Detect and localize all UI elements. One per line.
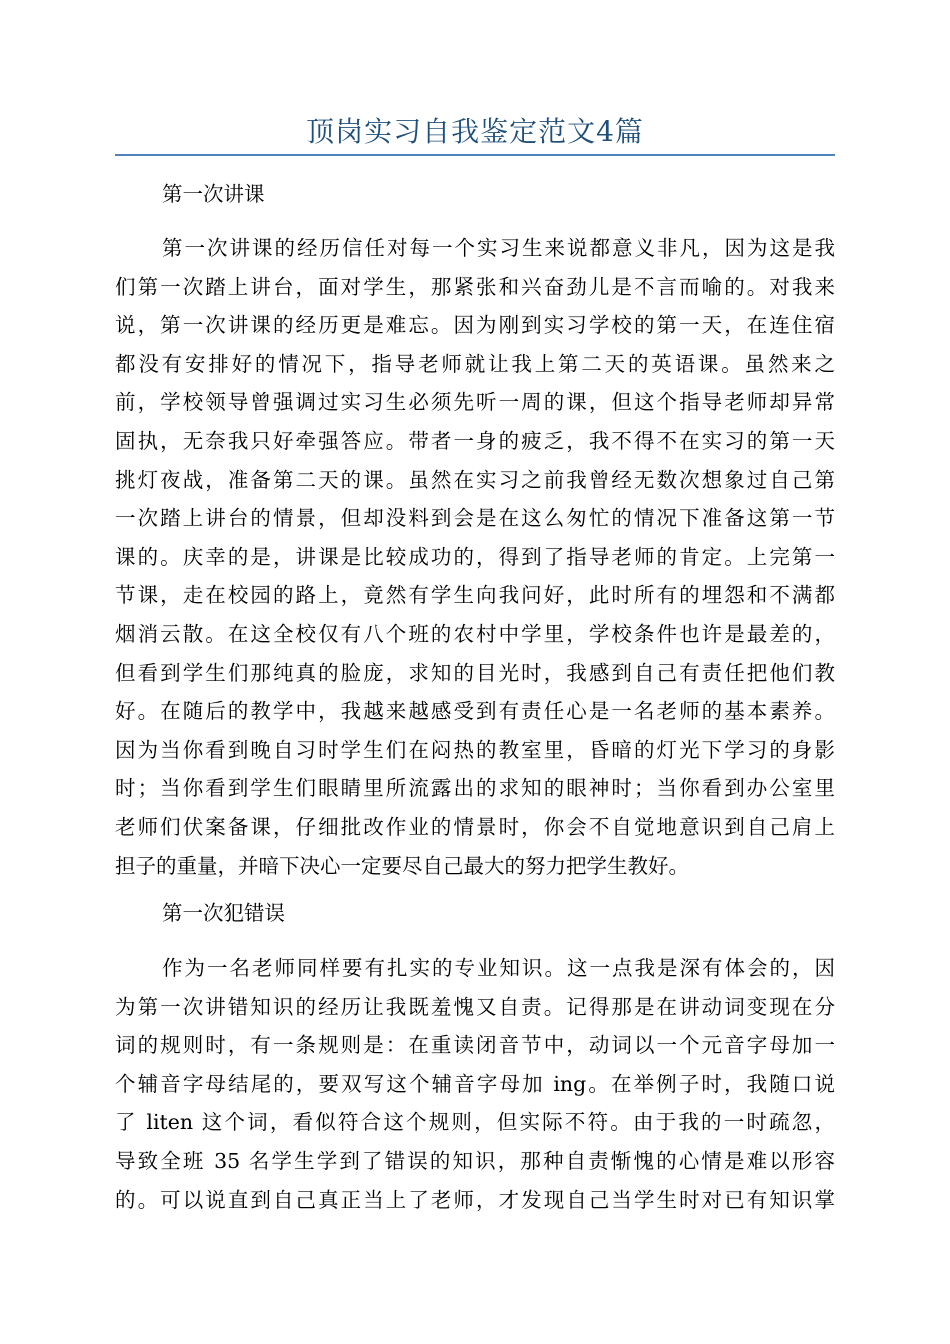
paragraph-line: 挑灯夜战，准备第二天的课。虽然在实习之前我曾经无数次想象过自己第 bbox=[115, 467, 835, 492]
paragraph-line: 一次踏上讲台的情景，但却没料到会是在这么匆忙的情况下准备这第一节 bbox=[115, 506, 835, 531]
paragraph-line: 都没有安排好的情况下，指导老师就让我上第二天的英语课。虽然来之 bbox=[115, 351, 835, 376]
paragraph-line: 节课，走在校园的路上，竟然有学生向我问好，此时所有的埋怨和不满都 bbox=[115, 583, 835, 608]
paragraph-line: 因为当你看到晚自习时学生们在闷热的教室里，昏暗的灯光下学习的身影 bbox=[115, 737, 835, 762]
section-paragraph-first-mistake bbox=[115, 949, 835, 1219]
paragraph-line: 好。在随后的教学中，我越来越感受到有责任心是一名老师的基本素养。 bbox=[115, 699, 835, 724]
paragraph-line: 老师们伏案备课，仔细批改作业的情景时，你会不自觉地意识到自己肩上 bbox=[115, 814, 835, 839]
paragraph-line: 烟消云散。在这全校仅有八个班的农村中学里，学校条件也许是最差的， bbox=[115, 621, 835, 646]
document-title: 顶岗实习自我鉴定范文4篇 bbox=[306, 115, 644, 148]
paragraph-line: 时；当你看到学生们眼睛里所流露出的求知的眼神时；当你看到办公室里 bbox=[115, 776, 835, 801]
section-paragraph-first-lecture bbox=[115, 229, 835, 885]
paragraph-line: 导致全班 35 名学生学到了错误的知识，那种自责惭愧的心情是难以形容 bbox=[115, 1148, 835, 1173]
paragraph-line: 说，第一次讲课的经历更是难忘。因为刚到实习学校的第一天，在连住宿 bbox=[115, 313, 835, 338]
paragraph-line: 为第一次讲错知识的经历让我既羞愧又自责。记得那是在讲动词变现在分 bbox=[115, 994, 835, 1019]
title-underline bbox=[115, 154, 835, 156]
paragraph-line: 第一次讲课的经历信任对每一个实习生来说都意义非凡，因为这是我 bbox=[162, 236, 835, 260]
paragraph-line: 们第一次踏上讲台，面对学生，那紧张和兴奋劲儿是不言而喻的。对我来 bbox=[115, 274, 835, 299]
paragraph-line: 但看到学生们那纯真的脸庞，求知的目光时，我感到自己有责任把他们教 bbox=[115, 660, 835, 685]
paragraph-line: 个辅音字母结尾的，要双写这个辅音字母加 ing。在举例子时，我随口说 bbox=[115, 1071, 835, 1096]
paragraph-line: 作为一名老师同样要有扎实的专业知识。这一点我是深有体会的，因 bbox=[162, 956, 835, 980]
section-heading-first-mistake: 第一次犯错误 bbox=[162, 901, 285, 925]
paragraph-line: 词的规则时，有一条规则是：在重读闭音节中，动词以一个元音字母加一 bbox=[115, 1033, 835, 1058]
paragraph-line: 前，学校领导曾强调过实习生必须先听一周的课，但这个指导老师却异常 bbox=[115, 390, 835, 415]
section-heading-first-lecture: 第一次讲课 bbox=[162, 182, 265, 206]
paragraph-line: 固执，无奈我只好牵强答应。带者一身的疲乏，我不得不在实习的第一天 bbox=[115, 428, 835, 453]
paragraph-line: 的。可以说直到自己真正当上了老师，才发现自己当学生时对已有知识掌 bbox=[115, 1187, 835, 1212]
paragraph-line: 担子的重量，并暗下决心一定要尽自己最大的努力把学生教好。 bbox=[115, 853, 689, 878]
paragraph-line: 课的。庆幸的是，讲课是比较成功的，得到了指导老师的肯定。上完第一 bbox=[115, 544, 835, 569]
paragraph-line: 了 liten 这个词，看似符合这个规则，但实际不符。由于我的一时疏忽， bbox=[115, 1110, 835, 1135]
